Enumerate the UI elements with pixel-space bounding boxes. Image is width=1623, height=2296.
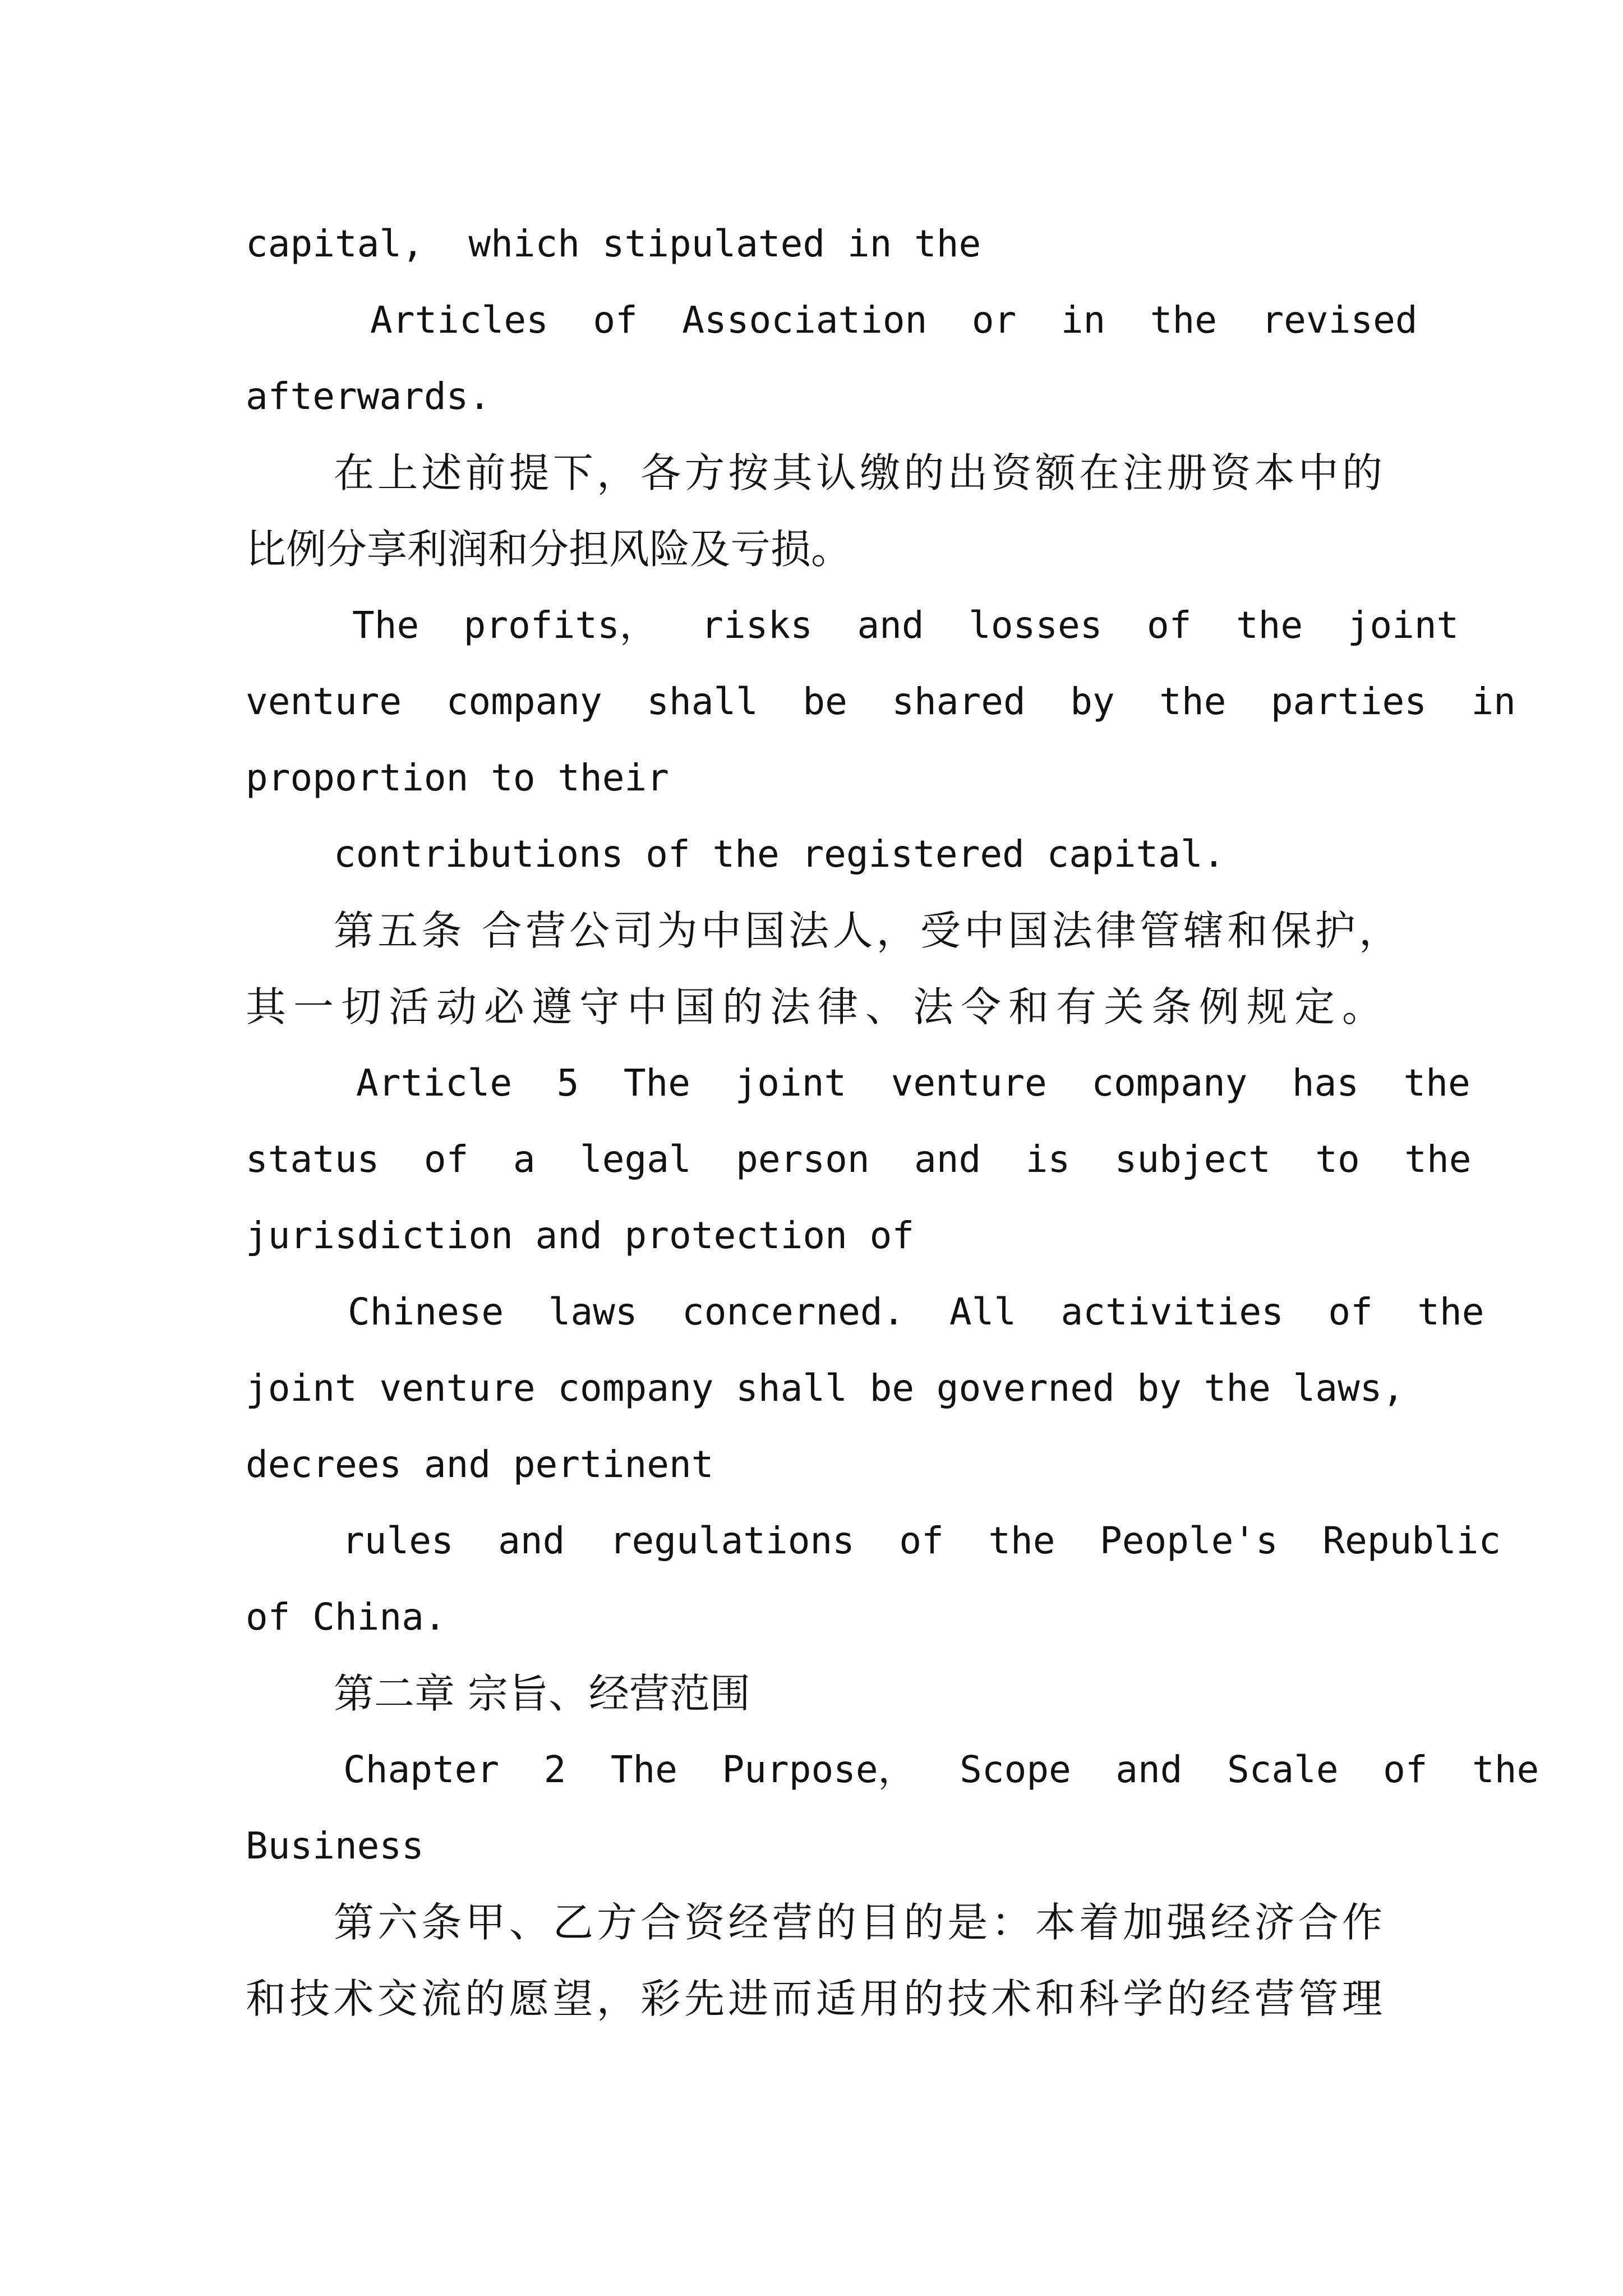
text-line: The profits， risks and losses of the joint [352,604,1459,647]
text-line: 第五条 合营公司为中国法人，受中国法律管辖和保护， [334,907,1399,954]
section-heading: 第二章 宗旨、经营范围 [334,1670,750,1717]
text-line: Article 5 The joint venture company has the [356,1061,1470,1105]
text-line: Chapter 2 The Purpose， Scope and Scale of the [343,1748,1539,1791]
text-line: 其一切活动必遵守中国的法律、法令和有关条例规定。 [246,983,1382,1030]
text-line: Chinese laws concerned. All activities of the [348,1290,1484,1333]
text-line: rules and regulations of the People's Republic [342,1519,1501,1562]
text-line: 比例分享利润和分担风险及亏损。 [246,526,852,573]
text-line: decrees and pertinent [246,1443,714,1486]
text-line: Articles of Association or in the revised [370,298,1418,342]
text-line: status of a legal person and is subject to the [246,1138,1472,1181]
text-line: 第六条甲、乙方合资经营的目的是：本着加强经济合作 [334,1899,1382,1946]
text-line: jurisdiction and protection of [246,1214,915,1257]
text-line: 和技术交流的愿望，彩先进而适用的技术和科学的经营管理 [246,1975,1382,2022]
text-line: joint venture company shall be governed by the laws, [246,1366,1405,1410]
text-line: proportion to their [246,756,669,799]
text-line: of China. [246,1595,446,1639]
text-line: 在上述前提下，各方按其认缴的出资额在注册资本中的 [334,449,1382,496]
text-line: venture company shall be shared by the parties in [246,680,1516,723]
text-line: Business [246,1824,424,1867]
text-line: contributions of the registered capital. [334,832,1225,876]
text-line: afterwards. [246,375,491,418]
text-line: capital, which stipulated in the [246,222,981,265]
